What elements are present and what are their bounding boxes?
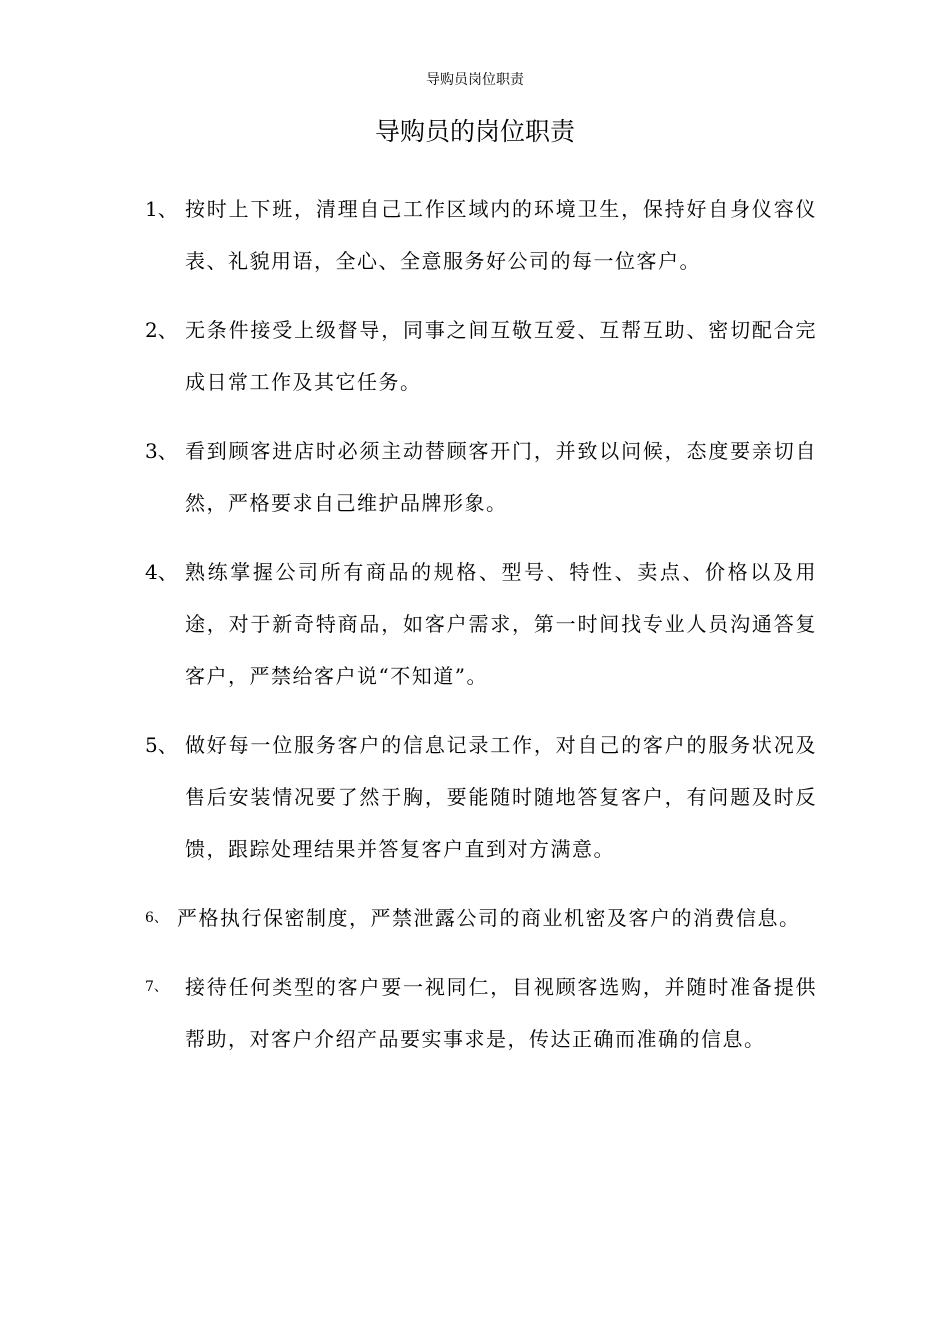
document-title: 导购员的岗位职责 [374, 117, 575, 146]
item-number: 5、 [145, 733, 178, 757]
item-number: 6、 [145, 910, 168, 926]
item-text: 看到顾客进店时必须主动替顾客开门，并致以问候，态度要亲切自然，严格要求自己维护品牌形象。 [185, 439, 817, 515]
list-item [145, 892, 817, 944]
item-number: 2、 [145, 318, 178, 342]
document-body [145, 183, 817, 1082]
item-text: 熟练掌握公司所有商品的规格、型号、特性、卖点、价格以及用途，对于新奇特商品，如客户需求，第一时间找专业人员沟通答复客户，严禁给客户说“不知道”。 [185, 560, 817, 688]
item-text: 严格执行保密制度，严禁泄露公司的商业机密及客户的消费信息。 [177, 906, 801, 930]
item-text: 接待任何类型的客户要一视同仁，目视顾客选购，并随时准备提供帮助，对客户介绍产品要实事求是，传达正确而准确的信息。 [185, 975, 817, 1051]
item-number: 3、 [145, 439, 178, 463]
list-item [145, 719, 817, 875]
item-text: 无条件接受上级督导，同事之间互敬互爱、互帮互助、密切配合完成日常工作及其它任务。 [185, 318, 817, 394]
item-number: 4、 [145, 560, 178, 584]
list-item [145, 183, 817, 287]
running-header: 导购员岗位职责 [426, 72, 524, 88]
list-item [145, 425, 817, 529]
item-text: 按时上下班，清理自己工作区域内的环境卫生，保持好自身仪容仪表、礼貌用语，全心、全意服务好公司的每一位客户。 [185, 197, 817, 273]
list-item [145, 304, 817, 408]
item-number: 1、 [145, 197, 178, 221]
list-item [145, 546, 817, 702]
item-number: 7、 [145, 979, 168, 995]
item-text: 做好每一位服务客户的信息记录工作，对自己的客户的服务状况及售后安装情况要了然于胸，要能随时随地答复客户，有问题及时反馈，跟踪处理结果并答复客户直到对方满意。 [185, 733, 817, 861]
list-item [145, 961, 817, 1065]
